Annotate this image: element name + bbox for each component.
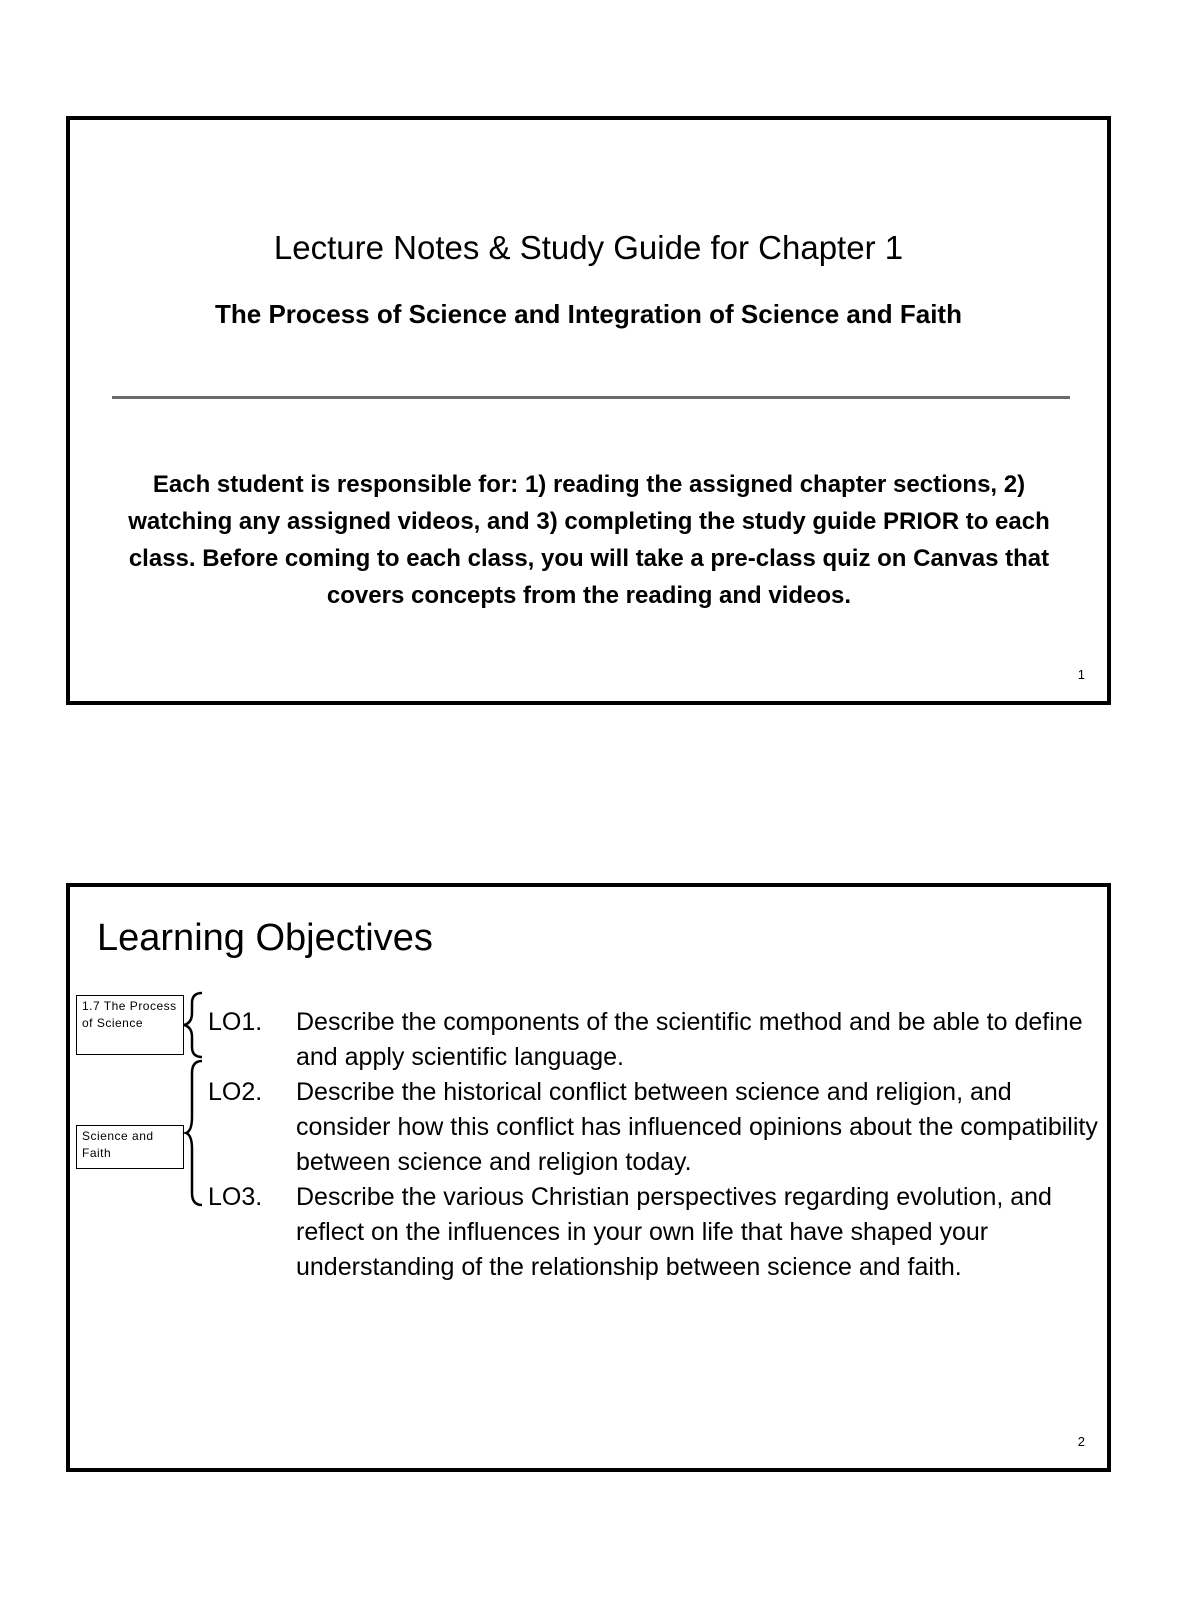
objective-number: LO3. <box>208 1183 263 1211</box>
objective-number: LO1. <box>208 1008 263 1036</box>
slide-2-title: Learning Objectives <box>97 917 433 959</box>
objective-text: Describe the historical conflict between science and religion, and consider how this conflict has influenced opinions about the compatibility between science and religion today. <box>296 1078 1098 1176</box>
section-tag-science-and-faith: Science and Faith <box>76 1125 184 1169</box>
objective-text: Describe the various Christian perspectives regarding evolution, and reflect on the influences in your own life that have shaped your understanding of the relationship between science and faith. <box>296 1183 1052 1281</box>
learning-objectives-list <box>208 1005 1098 1285</box>
page-number: 1 <box>1077 667 1085 682</box>
objective-text: Describe the components of the scientific method and be able to define and apply scientific language. <box>296 1008 1083 1071</box>
slide-1-body: Each student is responsible for: 1) reading the assigned chapter sections, 2) watching any assigned videos, and 3) completing the study guide PRIOR to each class. Before coming to each class, you will take a pre-class quiz on Canvas that covers concepts from the reading and videos. <box>128 471 1050 609</box>
list-item <box>208 1180 1098 1285</box>
list-item <box>208 1075 1098 1180</box>
objective-number: LO2. <box>208 1078 263 1106</box>
section-tag-process-of-science: 1.7 The Process of Science <box>76 995 184 1055</box>
divider-line <box>112 396 1070 399</box>
slide-2 <box>66 883 1111 1472</box>
slide-1 <box>66 116 1111 705</box>
slide-1-subtitle: The Process of Science and Integration of Science and Faith <box>215 299 962 329</box>
slide-1-title: Lecture Notes & Study Guide for Chapter 1 <box>273 229 904 266</box>
page-number: 2 <box>1077 1434 1085 1449</box>
list-item <box>208 1005 1098 1075</box>
